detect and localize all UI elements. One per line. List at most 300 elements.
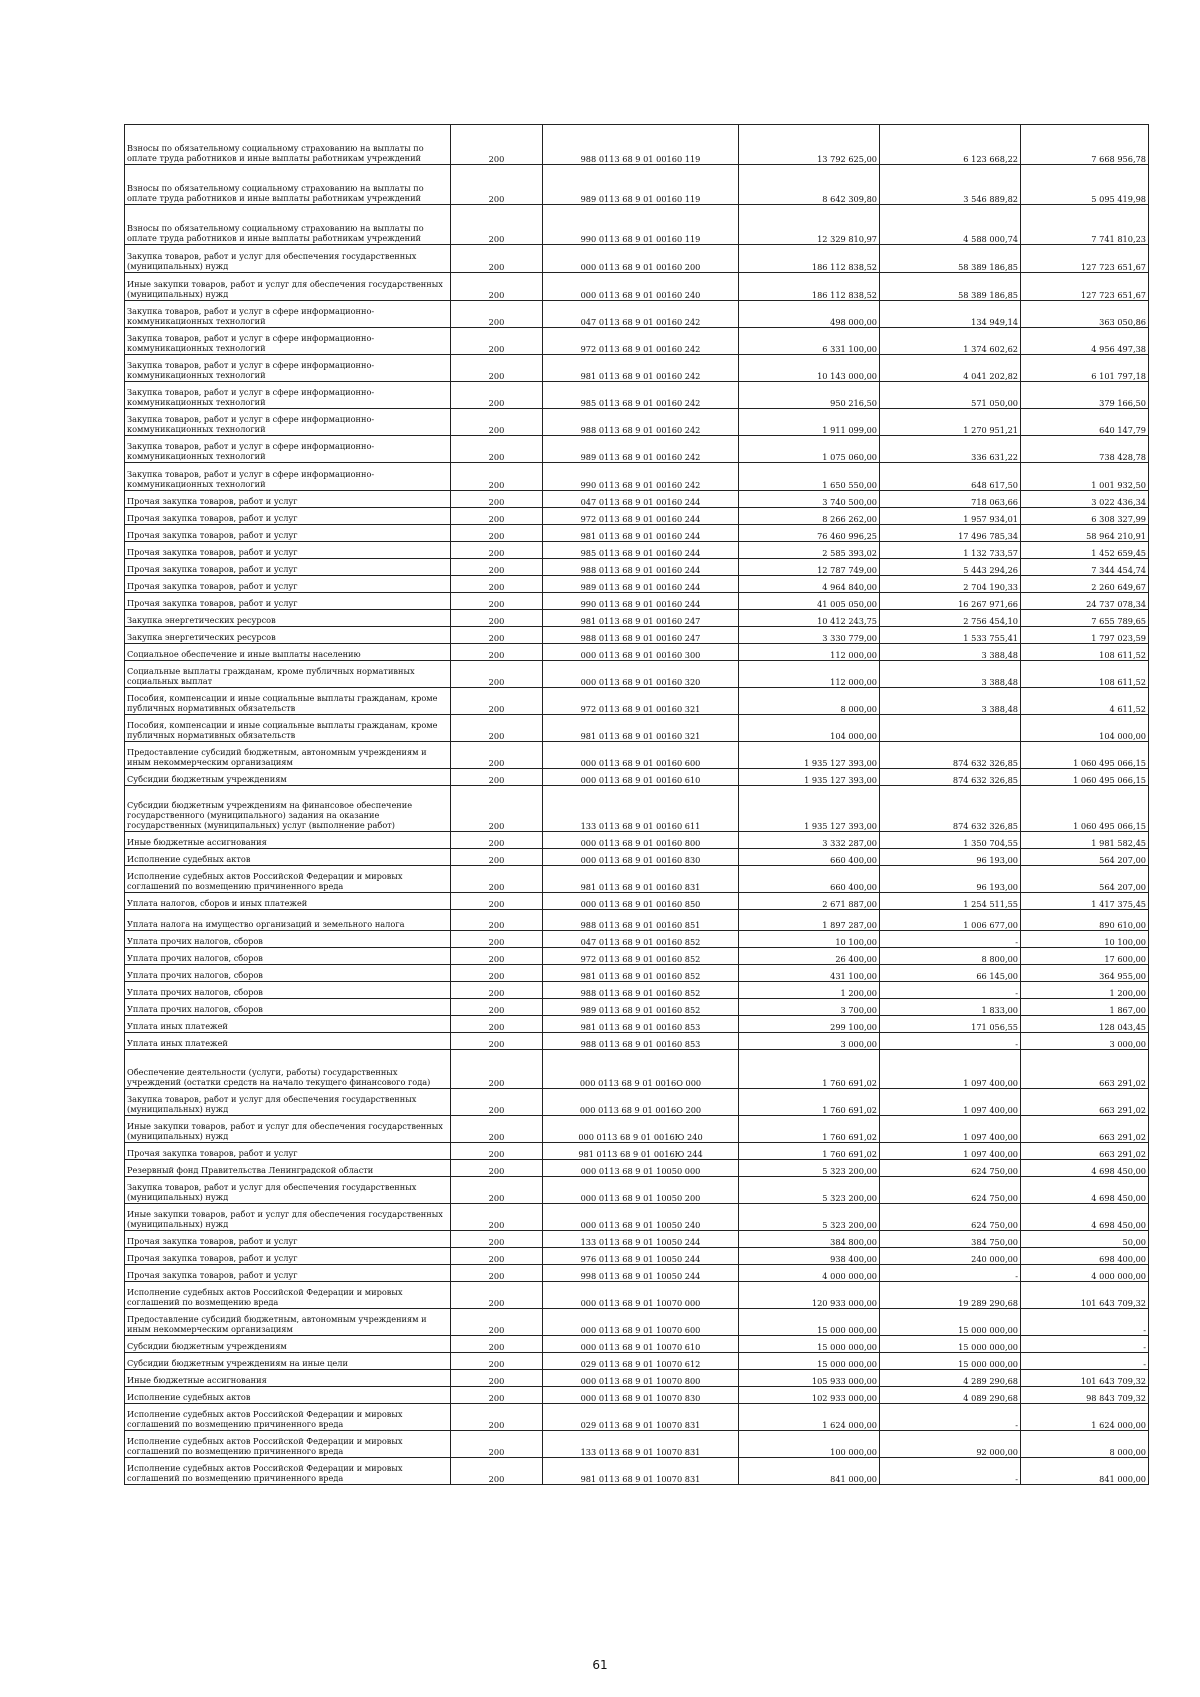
cell-kbk: 985 0113 68 9 01 00160 244 — [543, 542, 739, 559]
cell-executed: 3 388,48 — [880, 688, 1021, 715]
cell-code: 200 — [451, 1353, 543, 1370]
cell-executed: 4 089 290,68 — [880, 1387, 1021, 1404]
cell-approved: 660 400,00 — [739, 866, 880, 893]
cell-name: Иные закупки товаров, работ и услуг для обеспечения государственных (муниципальных) нужд — [125, 1116, 451, 1143]
cell-kbk: 988 0113 68 9 01 00160 119 — [543, 125, 739, 165]
table-row — [125, 245, 1149, 273]
cell-code: 200 — [451, 328, 543, 355]
cell-executed: 718 063,66 — [880, 491, 1021, 508]
cell-kbk: 976 0113 68 9 01 10050 244 — [543, 1248, 739, 1265]
cell-code: 200 — [451, 910, 543, 931]
cell-name: Закупка энергетических ресурсов — [125, 610, 451, 627]
table-row — [125, 1204, 1149, 1231]
cell-executed: 4 588 000,74 — [880, 205, 1021, 245]
table-row — [125, 1033, 1149, 1050]
cell-executed: 2 704 190,33 — [880, 576, 1021, 593]
table-row — [125, 436, 1149, 463]
table-row — [125, 1160, 1149, 1177]
cell-code: 200 — [451, 542, 543, 559]
cell-name: Иные бюджетные ассигнования — [125, 1370, 451, 1387]
cell-unexecuted: 6 308 327,99 — [1021, 508, 1149, 525]
table-row — [125, 715, 1149, 742]
cell-code: 200 — [451, 1016, 543, 1033]
table-row — [125, 893, 1149, 910]
table-row — [125, 1050, 1149, 1089]
cell-name: Прочая закупка товаров, работ и услуг — [125, 1248, 451, 1265]
cell-name: Закупка товаров, работ и услуг в сфере информационно-коммуникационных технологий — [125, 301, 451, 328]
cell-code: 200 — [451, 1336, 543, 1353]
cell-kbk: 000 0113 68 9 01 00160 610 — [543, 769, 739, 786]
cell-unexecuted: 1 060 495 066,15 — [1021, 742, 1149, 769]
cell-name: Уплата прочих налогов, сборов — [125, 965, 451, 982]
table-row — [125, 1143, 1149, 1160]
cell-code: 200 — [451, 409, 543, 436]
cell-code: 200 — [451, 1116, 543, 1143]
cell-name: Исполнение судебных актов Российской Федерации и мировых соглашений по возмещению причиненного вреда — [125, 1458, 451, 1485]
cell-approved: 12 787 749,00 — [739, 559, 880, 576]
cell-unexecuted: - — [1021, 1353, 1149, 1370]
table-row — [125, 769, 1149, 786]
cell-code: 200 — [451, 1143, 543, 1160]
cell-approved: 10 143 000,00 — [739, 355, 880, 382]
cell-executed: - — [880, 931, 1021, 948]
cell-name: Субсидии бюджетным учреждениям — [125, 769, 451, 786]
cell-code: 200 — [451, 1309, 543, 1336]
cell-code: 200 — [451, 866, 543, 893]
cell-name: Уплата прочих налогов, сборов — [125, 999, 451, 1016]
table-row — [125, 1177, 1149, 1204]
cell-unexecuted: 1 624 000,00 — [1021, 1404, 1149, 1431]
cell-executed: 3 546 889,82 — [880, 165, 1021, 205]
cell-kbk: 988 0113 68 9 01 00160 247 — [543, 627, 739, 644]
cell-approved: 15 000 000,00 — [739, 1336, 880, 1353]
cell-unexecuted: 17 600,00 — [1021, 948, 1149, 965]
cell-kbk: 981 0113 68 9 01 10070 831 — [543, 1458, 739, 1485]
cell-executed: 874 632 326,85 — [880, 742, 1021, 769]
cell-name: Прочая закупка товаров, работ и услуг — [125, 508, 451, 525]
cell-unexecuted: 1 981 582,45 — [1021, 832, 1149, 849]
cell-name: Закупка товаров, работ и услуг для обеспечения государственных (муниципальных) нужд — [125, 245, 451, 273]
cell-executed: 624 750,00 — [880, 1160, 1021, 1177]
cell-executed: - — [880, 1458, 1021, 1485]
table-row — [125, 1089, 1149, 1116]
cell-approved: 1 760 691,02 — [739, 1116, 880, 1143]
cell-kbk: 047 0113 68 9 01 00160 852 — [543, 931, 739, 948]
cell-code: 200 — [451, 1160, 543, 1177]
cell-executed: 384 750,00 — [880, 1231, 1021, 1248]
table-row — [125, 1309, 1149, 1336]
cell-unexecuted: 4 698 450,00 — [1021, 1177, 1149, 1204]
cell-approved: 15 000 000,00 — [739, 1353, 880, 1370]
table-row — [125, 627, 1149, 644]
cell-kbk: 988 0113 68 9 01 00160 242 — [543, 409, 739, 436]
cell-unexecuted: 98 843 709,32 — [1021, 1387, 1149, 1404]
cell-code: 200 — [451, 1458, 543, 1485]
cell-unexecuted: 1 797 023,59 — [1021, 627, 1149, 644]
cell-code: 200 — [451, 1177, 543, 1204]
cell-kbk: 000 0113 68 9 01 0016Ю 240 — [543, 1116, 739, 1143]
cell-approved: 841 000,00 — [739, 1458, 880, 1485]
table-row — [125, 982, 1149, 999]
cell-executed: 1 533 755,41 — [880, 627, 1021, 644]
cell-name: Взносы по обязательному социальному страхованию на выплаты по оплате труда работников и иные выплаты работникам учреждений — [125, 165, 451, 205]
cell-executed: 8 800,00 — [880, 948, 1021, 965]
table-row — [125, 508, 1149, 525]
cell-kbk: 000 0113 68 9 01 10050 240 — [543, 1204, 739, 1231]
cell-kbk: 000 0113 68 9 01 10070 800 — [543, 1370, 739, 1387]
cell-name: Исполнение судебных актов Российской Федерации и мировых соглашений по возмещению причиненного вреда — [125, 1431, 451, 1458]
cell-executed: 624 750,00 — [880, 1177, 1021, 1204]
cell-code: 200 — [451, 382, 543, 409]
cell-kbk: 988 0113 68 9 01 00160 852 — [543, 982, 739, 999]
cell-approved: 1 650 550,00 — [739, 463, 880, 491]
cell-approved: 938 400,00 — [739, 1248, 880, 1265]
cell-kbk: 981 0113 68 9 01 00160 852 — [543, 965, 739, 982]
cell-code: 200 — [451, 525, 543, 542]
cell-unexecuted: 1 001 932,50 — [1021, 463, 1149, 491]
cell-code: 200 — [451, 965, 543, 982]
cell-executed: 3 388,48 — [880, 644, 1021, 661]
table-row — [125, 1336, 1149, 1353]
cell-kbk: 988 0113 68 9 01 00160 853 — [543, 1033, 739, 1050]
cell-name: Закупка товаров, работ и услуг в сфере информационно-коммуникационных технологий — [125, 463, 451, 491]
cell-approved: 41 005 050,00 — [739, 593, 880, 610]
cell-name: Исполнение судебных актов Российской Федерации и мировых соглашений по возмещению вреда — [125, 1282, 451, 1309]
cell-unexecuted: 564 207,00 — [1021, 866, 1149, 893]
cell-executed: 134 949,14 — [880, 301, 1021, 328]
cell-unexecuted: 7 655 789,65 — [1021, 610, 1149, 627]
cell-approved: 8 266 262,00 — [739, 508, 880, 525]
cell-name: Взносы по обязательному социальному страхованию на выплаты по оплате труда работников и иные выплаты работникам учреждений — [125, 205, 451, 245]
cell-unexecuted: 108 611,52 — [1021, 661, 1149, 688]
cell-code: 200 — [451, 931, 543, 948]
cell-approved: 299 100,00 — [739, 1016, 880, 1033]
cell-code: 200 — [451, 948, 543, 965]
cell-name: Закупка товаров, работ и услуг в сфере информационно-коммуникационных технологий — [125, 436, 451, 463]
cell-unexecuted: 2 260 649,67 — [1021, 576, 1149, 593]
cell-code: 200 — [451, 1282, 543, 1309]
cell-unexecuted: 58 964 210,91 — [1021, 525, 1149, 542]
cell-unexecuted: 4 000 000,00 — [1021, 1265, 1149, 1282]
cell-unexecuted: 364 955,00 — [1021, 965, 1149, 982]
cell-approved: 3 740 500,00 — [739, 491, 880, 508]
cell-executed: 874 632 326,85 — [880, 786, 1021, 832]
table-row — [125, 559, 1149, 576]
cell-unexecuted: 101 643 709,32 — [1021, 1370, 1149, 1387]
cell-unexecuted: 4 698 450,00 — [1021, 1204, 1149, 1231]
cell-approved: 8 000,00 — [739, 688, 880, 715]
cell-unexecuted: 1 867,00 — [1021, 999, 1149, 1016]
cell-name: Исполнение судебных актов — [125, 849, 451, 866]
cell-unexecuted: 8 000,00 — [1021, 1431, 1149, 1458]
cell-unexecuted: 738 428,78 — [1021, 436, 1149, 463]
cell-name: Иные закупки товаров, работ и услуг для обеспечения государственных (муниципальных) нужд — [125, 273, 451, 301]
cell-code: 200 — [451, 715, 543, 742]
cell-name: Субсидии бюджетным учреждениям — [125, 1336, 451, 1353]
cell-approved: 6 331 100,00 — [739, 328, 880, 355]
cell-kbk: 981 0113 68 9 01 00160 831 — [543, 866, 739, 893]
cell-approved: 104 000,00 — [739, 715, 880, 742]
cell-kbk: 000 0113 68 9 01 10050 200 — [543, 1177, 739, 1204]
table-row — [125, 1265, 1149, 1282]
cell-kbk: 000 0113 68 9 01 0016О 200 — [543, 1089, 739, 1116]
cell-kbk: 988 0113 68 9 01 00160 851 — [543, 910, 739, 931]
cell-executed: - — [880, 982, 1021, 999]
cell-kbk: 000 0113 68 9 01 10070 830 — [543, 1387, 739, 1404]
cell-approved: 3 000,00 — [739, 1033, 880, 1050]
table-row — [125, 542, 1149, 559]
table-row — [125, 1116, 1149, 1143]
cell-approved: 2 671 887,00 — [739, 893, 880, 910]
cell-unexecuted: 3 022 436,34 — [1021, 491, 1149, 508]
cell-kbk: 972 0113 68 9 01 00160 242 — [543, 328, 739, 355]
cell-code: 200 — [451, 576, 543, 593]
cell-approved: 13 792 625,00 — [739, 125, 880, 165]
cell-unexecuted: 127 723 651,67 — [1021, 273, 1149, 301]
cell-code: 200 — [451, 301, 543, 328]
cell-kbk: 990 0113 68 9 01 00160 244 — [543, 593, 739, 610]
cell-kbk: 981 0113 68 9 01 00160 247 — [543, 610, 739, 627]
cell-kbk: 989 0113 68 9 01 00160 119 — [543, 165, 739, 205]
cell-unexecuted: 104 000,00 — [1021, 715, 1149, 742]
cell-kbk: 981 0113 68 9 01 00160 242 — [543, 355, 739, 382]
cell-approved: 1 760 691,02 — [739, 1143, 880, 1160]
cell-executed: - — [880, 1404, 1021, 1431]
cell-executed: 4 041 202,82 — [880, 355, 1021, 382]
cell-name: Закупка товаров, работ и услуг в сфере информационно-коммуникационных технологий — [125, 355, 451, 382]
cell-executed: 1 097 400,00 — [880, 1050, 1021, 1089]
cell-executed: 96 193,00 — [880, 849, 1021, 866]
table-row — [125, 999, 1149, 1016]
cell-unexecuted: 663 291,02 — [1021, 1143, 1149, 1160]
cell-name: Предоставление субсидий бюджетным, автономным учреждениям и иным некоммерческим организациям — [125, 1309, 451, 1336]
cell-executed — [880, 715, 1021, 742]
cell-code: 200 — [451, 610, 543, 627]
table-row — [125, 328, 1149, 355]
cell-unexecuted: 127 723 651,67 — [1021, 245, 1149, 273]
cell-unexecuted: 4 956 497,38 — [1021, 328, 1149, 355]
cell-name: Иные бюджетные ассигнования — [125, 832, 451, 849]
cell-executed: - — [880, 1265, 1021, 1282]
cell-executed: - — [880, 1033, 1021, 1050]
cell-kbk: 000 0113 68 9 01 0016О 000 — [543, 1050, 739, 1089]
cell-name: Уплата налогов, сборов и иных платежей — [125, 893, 451, 910]
cell-executed: 1 957 934,01 — [880, 508, 1021, 525]
cell-code: 200 — [451, 463, 543, 491]
cell-kbk: 000 0113 68 9 01 00160 800 — [543, 832, 739, 849]
cell-approved: 8 642 309,80 — [739, 165, 880, 205]
cell-executed: 571 050,00 — [880, 382, 1021, 409]
table-row — [125, 463, 1149, 491]
cell-code: 200 — [451, 1050, 543, 1089]
cell-name: Обеспечение деятельности (услуги, работы) государственных учреждений (остатки средств на начало текущего финансового года) — [125, 1050, 451, 1089]
table-row — [125, 1431, 1149, 1458]
cell-executed: 874 632 326,85 — [880, 769, 1021, 786]
cell-name: Закупка товаров, работ и услуг для обеспечения государственных (муниципальных) нужд — [125, 1089, 451, 1116]
cell-kbk: 133 0113 68 9 01 00160 611 — [543, 786, 739, 832]
cell-kbk: 000 0113 68 9 01 00160 200 — [543, 245, 739, 273]
table-body — [125, 125, 1149, 1485]
cell-approved: 1 935 127 393,00 — [739, 786, 880, 832]
cell-name: Резервный фонд Правительства Ленинградской области — [125, 1160, 451, 1177]
cell-kbk: 000 0113 68 9 01 00160 850 — [543, 893, 739, 910]
cell-code: 200 — [451, 1431, 543, 1458]
cell-kbk: 000 0113 68 9 01 00160 240 — [543, 273, 739, 301]
cell-name: Уплата прочих налогов, сборов — [125, 982, 451, 999]
cell-executed: 6 123 668,22 — [880, 125, 1021, 165]
cell-name: Предоставление субсидий бюджетным, автономным учреждениям и иным некоммерческим организациям — [125, 742, 451, 769]
cell-executed: 1 270 951,21 — [880, 409, 1021, 436]
cell-approved: 5 323 200,00 — [739, 1204, 880, 1231]
cell-approved: 120 933 000,00 — [739, 1282, 880, 1309]
cell-unexecuted: 698 400,00 — [1021, 1248, 1149, 1265]
table-row — [125, 1404, 1149, 1431]
table-row — [125, 1016, 1149, 1033]
cell-code: 200 — [451, 125, 543, 165]
table-row — [125, 1353, 1149, 1370]
table-row — [125, 786, 1149, 832]
cell-code: 200 — [451, 982, 543, 999]
cell-approved: 112 000,00 — [739, 644, 880, 661]
table-row — [125, 965, 1149, 982]
cell-approved: 10 412 243,75 — [739, 610, 880, 627]
cell-name: Исполнение судебных актов — [125, 1387, 451, 1404]
cell-kbk: 981 0113 68 9 01 00160 321 — [543, 715, 739, 742]
cell-unexecuted: 379 166,50 — [1021, 382, 1149, 409]
cell-code: 200 — [451, 165, 543, 205]
cell-unexecuted: - — [1021, 1309, 1149, 1336]
table-row — [125, 610, 1149, 627]
table-row — [125, 1248, 1149, 1265]
cell-executed: 16 267 971,66 — [880, 593, 1021, 610]
cell-executed: 1 097 400,00 — [880, 1143, 1021, 1160]
cell-kbk: 972 0113 68 9 01 00160 244 — [543, 508, 739, 525]
cell-code: 200 — [451, 1370, 543, 1387]
cell-executed: 66 145,00 — [880, 965, 1021, 982]
cell-unexecuted: 564 207,00 — [1021, 849, 1149, 866]
cell-unexecuted: - — [1021, 1336, 1149, 1353]
cell-executed: 4 289 290,68 — [880, 1370, 1021, 1387]
cell-code: 200 — [451, 1033, 543, 1050]
cell-name: Закупка энергетических ресурсов — [125, 627, 451, 644]
cell-kbk: 990 0113 68 9 01 00160 119 — [543, 205, 739, 245]
table-row — [125, 866, 1149, 893]
cell-approved: 660 400,00 — [739, 849, 880, 866]
cell-code: 200 — [451, 436, 543, 463]
table-row — [125, 1458, 1149, 1485]
table-row — [125, 593, 1149, 610]
cell-unexecuted: 663 291,02 — [1021, 1089, 1149, 1116]
cell-unexecuted: 7 741 810,23 — [1021, 205, 1149, 245]
cell-executed: 2 756 454,10 — [880, 610, 1021, 627]
cell-executed: 3 388,48 — [880, 661, 1021, 688]
cell-unexecuted: 101 643 709,32 — [1021, 1282, 1149, 1309]
cell-approved: 112 000,00 — [739, 661, 880, 688]
cell-unexecuted: 50,00 — [1021, 1231, 1149, 1248]
cell-code: 200 — [451, 769, 543, 786]
cell-code: 200 — [451, 245, 543, 273]
cell-approved: 76 460 996,25 — [739, 525, 880, 542]
cell-executed: 624 750,00 — [880, 1204, 1021, 1231]
cell-unexecuted: 1 417 375,45 — [1021, 893, 1149, 910]
cell-kbk: 000 0113 68 9 01 00160 600 — [543, 742, 739, 769]
cell-kbk: 985 0113 68 9 01 00160 242 — [543, 382, 739, 409]
cell-approved: 102 933 000,00 — [739, 1387, 880, 1404]
cell-executed: 1 350 704,55 — [880, 832, 1021, 849]
cell-approved: 1 624 000,00 — [739, 1404, 880, 1431]
cell-executed: 15 000 000,00 — [880, 1353, 1021, 1370]
cell-code: 200 — [451, 893, 543, 910]
cell-approved: 3 332 287,00 — [739, 832, 880, 849]
cell-approved: 1 911 099,00 — [739, 409, 880, 436]
cell-name: Уплата налога на имущество организаций и земельного налога — [125, 910, 451, 931]
cell-kbk: 029 0113 68 9 01 10070 831 — [543, 1404, 739, 1431]
cell-unexecuted: 1 060 495 066,15 — [1021, 769, 1149, 786]
cell-kbk: 981 0113 68 9 01 0016Ю 244 — [543, 1143, 739, 1160]
cell-unexecuted: 24 737 078,34 — [1021, 593, 1149, 610]
cell-unexecuted: 890 610,00 — [1021, 910, 1149, 931]
cell-kbk: 000 0113 68 9 01 00160 830 — [543, 849, 739, 866]
cell-code: 200 — [451, 644, 543, 661]
cell-approved: 12 329 810,97 — [739, 205, 880, 245]
table-row — [125, 273, 1149, 301]
cell-unexecuted: 108 611,52 — [1021, 644, 1149, 661]
table-row — [125, 165, 1149, 205]
cell-kbk: 000 0113 68 9 01 10070 600 — [543, 1309, 739, 1336]
table-row — [125, 1370, 1149, 1387]
cell-kbk: 047 0113 68 9 01 00160 244 — [543, 491, 739, 508]
cell-name: Субсидии бюджетным учреждениям на финансовое обеспечение государственного (муниципального) задания на оказание государственных (муниципальных) услуг (выполнение работ) — [125, 786, 451, 832]
cell-unexecuted: 7 344 454,74 — [1021, 559, 1149, 576]
table-row — [125, 931, 1149, 948]
cell-name: Исполнение судебных актов Российской Федерации и мировых соглашений по возмещению причиненного вреда — [125, 1404, 451, 1431]
cell-approved: 4 000 000,00 — [739, 1265, 880, 1282]
cell-approved: 384 800,00 — [739, 1231, 880, 1248]
cell-code: 200 — [451, 1089, 543, 1116]
cell-approved: 1 935 127 393,00 — [739, 742, 880, 769]
cell-code: 200 — [451, 273, 543, 301]
cell-name: Прочая закупка товаров, работ и услуг — [125, 1231, 451, 1248]
cell-unexecuted: 663 291,02 — [1021, 1050, 1149, 1089]
cell-name: Уплата прочих налогов, сборов — [125, 931, 451, 948]
cell-name: Прочая закупка товаров, работ и услуг — [125, 576, 451, 593]
cell-code: 200 — [451, 559, 543, 576]
cell-kbk: 981 0113 68 9 01 00160 244 — [543, 525, 739, 542]
cell-approved: 15 000 000,00 — [739, 1309, 880, 1336]
cell-kbk: 133 0113 68 9 01 10070 831 — [543, 1431, 739, 1458]
cell-approved: 1 897 287,00 — [739, 910, 880, 931]
cell-unexecuted: 4 698 450,00 — [1021, 1160, 1149, 1177]
cell-kbk: 989 0113 68 9 01 00160 242 — [543, 436, 739, 463]
table-row — [125, 742, 1149, 769]
cell-executed: 336 631,22 — [880, 436, 1021, 463]
table-row — [125, 301, 1149, 328]
cell-code: 200 — [451, 491, 543, 508]
table-row — [125, 355, 1149, 382]
cell-approved: 1 760 691,02 — [739, 1050, 880, 1089]
cell-approved: 5 323 200,00 — [739, 1160, 880, 1177]
cell-kbk: 000 0113 68 9 01 10050 000 — [543, 1160, 739, 1177]
cell-code: 200 — [451, 832, 543, 849]
cell-code: 200 — [451, 849, 543, 866]
table-row — [125, 832, 1149, 849]
cell-name: Прочая закупка товаров, работ и услуг — [125, 559, 451, 576]
cell-kbk: 000 0113 68 9 01 00160 300 — [543, 644, 739, 661]
cell-name: Прочая закупка товаров, работ и услуг — [125, 542, 451, 559]
cell-approved: 1 075 060,00 — [739, 436, 880, 463]
table-row — [125, 688, 1149, 715]
cell-kbk: 029 0113 68 9 01 10070 612 — [543, 1353, 739, 1370]
